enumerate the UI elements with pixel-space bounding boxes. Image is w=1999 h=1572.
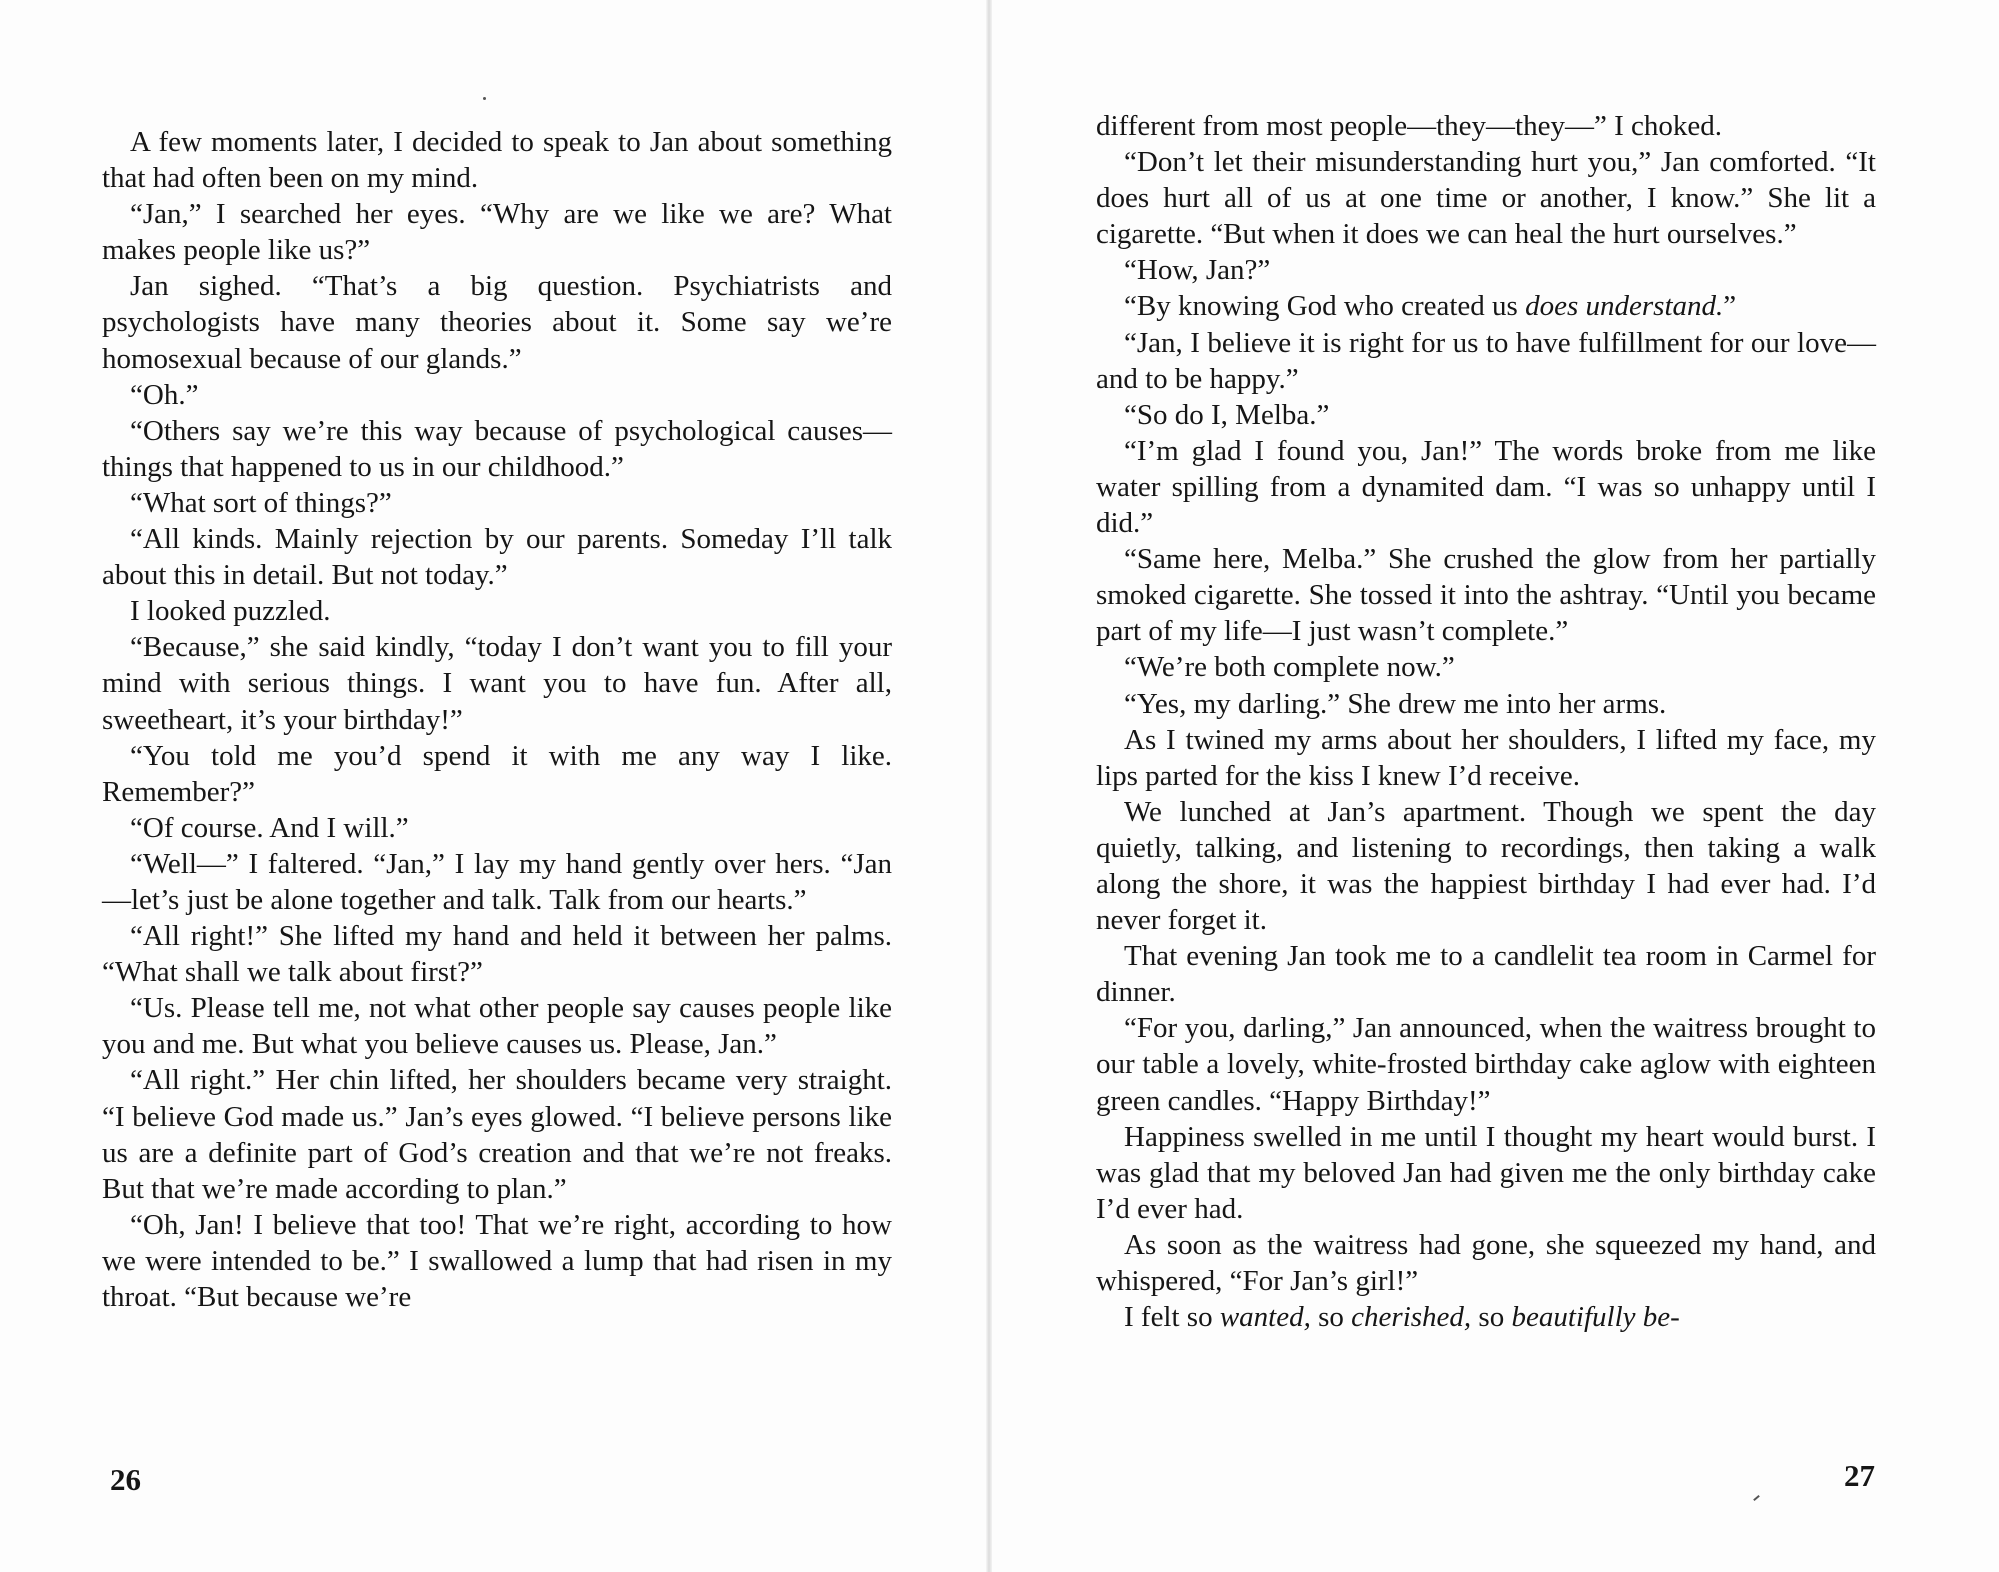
right-page xyxy=(992,0,1999,1572)
paragraph: Jan sighed. “That’s a big question. Psychiatrists and psychologists have many theories about it. Some say we’re homosexual because of our glands.” xyxy=(102,270,892,375)
paragraph: “You told me you’d spend it with me any way I like. Remember?” xyxy=(102,739,892,808)
paragraph: “Oh.” xyxy=(130,378,199,411)
paragraph: “Same here, Melba.” She crushed the glow from her partially smoked cigarette. She tossed it into the ashtray. “Until you became part of my life—I just wasn’t complete.” xyxy=(1096,543,1876,648)
paragraph: As I twined my arms about her shoulders, I lifted my face, my lips parted for the kiss I knew I’d receive. xyxy=(1096,723,1876,792)
paragraph: I looked puzzled. xyxy=(130,595,331,628)
paragraph: Happiness swelled in me until I thought my heart would burst. I was glad that my beloved Jan had given me the only birthday cake I’d ever had. xyxy=(1096,1120,1876,1225)
paragraph: That evening Jan took me to a candlelit tea room in Carmel for dinner. xyxy=(1096,940,1876,1009)
paragraph: “All right!” She lifted my hand and held it between her palms. “What shall we talk about first?” xyxy=(102,920,892,989)
text-run: so xyxy=(1471,1301,1512,1334)
paragraph: “All right.” Her chin lifted, her shoulders became very straight. “I believe God made us.” Jan’s eyes glowed. “I believe persons like us are a definite part of God’s creation and that we’re not freaks. But that we’re made according to plan.” xyxy=(102,1064,892,1205)
paragraph: “Well—” I faltered. “Jan,” I lay my hand gently over hers. “Jan—let’s just be alone together and talk. Talk from our hearts.” xyxy=(102,847,892,916)
paragraph: “Us. Please tell me, not what other people say causes people like you and me. But what you believe causes us. Please, Jan.” xyxy=(102,992,892,1061)
right-page-text xyxy=(1096,108,1876,1335)
page-number-right: 27 xyxy=(1844,1458,1875,1493)
italic-text: does understand. xyxy=(1525,290,1724,323)
left-page xyxy=(0,0,986,1572)
paragraph: “Others say we’re this way because of psychological causes—things that happened to us in our childhood.” xyxy=(102,414,892,483)
text-run: ” xyxy=(1723,290,1737,323)
continued-line: different from most people—they—they—” I choked. xyxy=(1096,110,1723,142)
italic-text: wanted, xyxy=(1219,1301,1311,1334)
paragraph xyxy=(1096,288,1876,324)
italic-text: beautifully be- xyxy=(1511,1301,1680,1334)
paragraph: “All kinds. Mainly rejection by our parents. Someday I’ll talk about this in detail. But not today.” xyxy=(102,523,892,592)
paragraph: “Of course. And I will.” xyxy=(130,811,409,844)
paragraph: “We’re both complete now.” xyxy=(1124,651,1455,684)
paragraph: “For you, darling,” Jan announced, when the waitress brought to our table a lovely, white-frosted birthday cake aglow with eighteen green candles. “Happy Birthday!” xyxy=(1096,1012,1876,1117)
paragraph xyxy=(1096,1299,1876,1335)
paragraph: “So do I, Melba.” xyxy=(1124,398,1330,431)
paragraph: We lunched at Jan’s apartment. Though we spent the day quietly, talking, and listening to recordings, then taking a walk along the shore, it was the happiest birthday I had ever had. I’d never forget it. xyxy=(1096,795,1876,937)
paragraph: “How, Jan?” xyxy=(1124,254,1271,287)
paragraph: “Jan,” I searched her eyes. “Why are we like we are? What makes people like us?” xyxy=(102,198,892,267)
paragraph: “What sort of things?” xyxy=(130,486,392,519)
paragraph: “Because,” she said kindly, “today I don’t want you to fill your mind with serious things. I want you to have fun. After all, sweetheart, it’s your birthday!” xyxy=(102,631,892,736)
paragraph: “Don’t let their misunderstanding hurt you,” Jan comforted. “It does hurt all of us at one time or another, I know.” She lit a cigarette. “But when it does we can heal the hurt ourselves.” xyxy=(1096,146,1876,251)
paragraph: A few moments later, I decided to speak to Jan about something that had often been on my mind. xyxy=(102,126,892,195)
paragraph: “Jan, I believe it is right for us to have fulfillment for our love—and to be happy.” xyxy=(1096,326,1876,395)
text-run: I felt so xyxy=(1124,1301,1220,1334)
paragraph: “I’m glad I found you, Jan!” The words broke from me like water spilling from a dynamited dam. “I was so unhappy until I did.” xyxy=(1096,434,1876,540)
text-run: so xyxy=(1310,1301,1352,1334)
text-run: “By knowing God who created us xyxy=(1124,290,1526,323)
page-number-left: 26 xyxy=(110,1462,141,1497)
left-page-text xyxy=(102,124,892,1315)
scan-speck xyxy=(483,97,486,100)
italic-text: cherished, xyxy=(1351,1301,1472,1334)
paragraph: “Oh, Jan! I believe that too! That we’re right, according to how we were intended to be.” I swallowed a lump that had risen in my throat. “But because we’re xyxy=(102,1208,892,1313)
paragraph: “Yes, my darling.” She drew me into her arms. xyxy=(1124,687,1667,720)
paragraph: As soon as the waitress had gone, she squeezed my hand, and whispered, “For Jan’s girl!” xyxy=(1096,1228,1876,1297)
